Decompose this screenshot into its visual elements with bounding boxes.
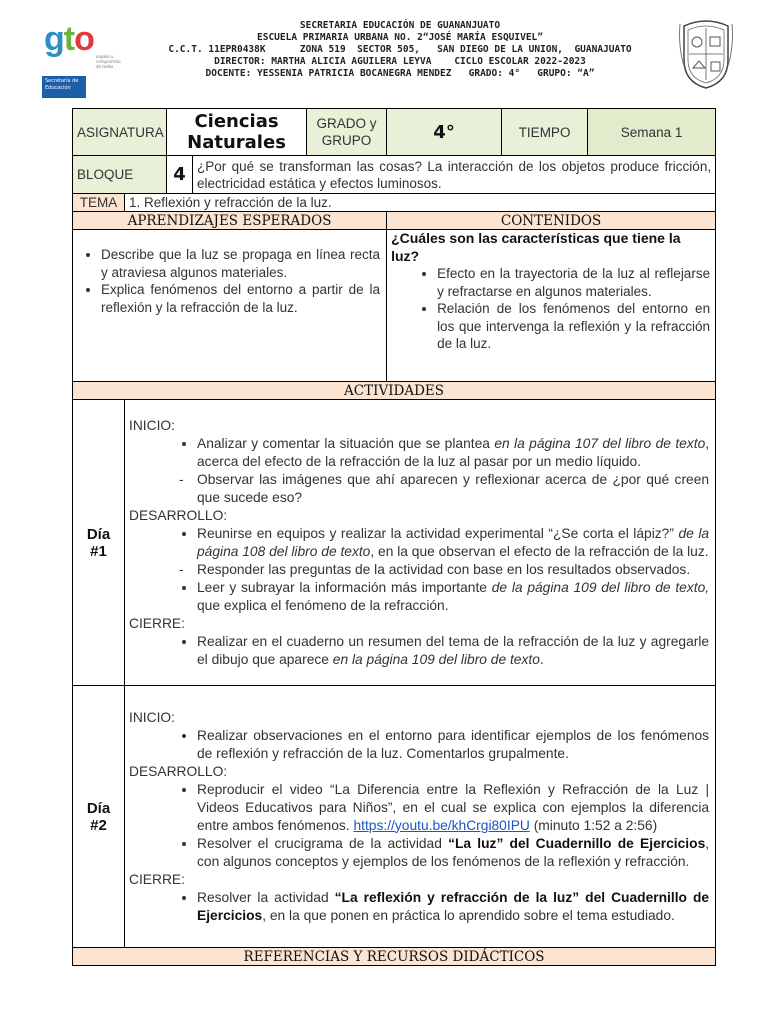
bloque-label: BLOQUE — [73, 156, 167, 194]
desarrollo-label: DESARROLLO: — [129, 507, 228, 523]
tiempo-label: TIEMPO — [502, 109, 588, 156]
list-item: • Leer y subrayar la información más importante de la página 109 del libro de texto, que explica el fenómeno de la refracción. — [197, 579, 709, 615]
grado-label: GRADO y GRUPO — [307, 109, 387, 156]
desarrollo-label: DESARROLLO: — [129, 763, 228, 779]
list-item: • Reproducir el video “La Diferencia entre la Reflexión y Refracción de la Luz | Videos Educativos para Niños”, en el cual se explica con ejemplos la diferencia entre ambos fenómenos. https://youtu.be/khCrgi80IPU (minuto 1:52 a 2:56) — [197, 781, 709, 835]
aprendizajes-cell — [73, 230, 387, 382]
tema-value: 1. Reflexión y refracción de la luz. — [125, 194, 716, 212]
header-line: ESCUELA PRIMARIA URBANA NO. 2“JOSÉ MARÍA ESQUIVEL” — [257, 32, 543, 43]
video-link[interactable]: https://youtu.be/khCrgi80IPU — [353, 817, 530, 833]
list-item: • Realizar en el cuaderno un resumen del tema de la refracción de la luz y agregarle el dibujo que aparece en la página 109 del libro de texto. — [197, 633, 709, 669]
list-item: • Relación de los fenómenos del entorno en los que intervenga la reflexión y la refracción de la luz. — [437, 300, 710, 353]
asignatura-value: Ciencias Naturales — [167, 109, 307, 156]
contenidos-question: ¿Cuáles son las características que tiene la luz? — [391, 230, 681, 264]
contenidos-header: CONTENIDOS — [387, 212, 716, 230]
list-item: • Describe que la luz se propaga en línea recta y atraviesa algunos materiales. — [101, 246, 380, 281]
inicio-label: INICIO: — [129, 417, 175, 433]
header-text — [130, 20, 670, 80]
cierre-list — [149, 889, 709, 925]
dia-1-label: Día #1 — [73, 400, 125, 686]
desarrollo-dash-list — [149, 561, 709, 579]
desarrollo-list-2 — [149, 579, 709, 615]
list-item: • Realizar observaciones en el entorno para identificar ejemplos de los fenómenos de reflexión y refracción de la luz. Comentarlos grupalmente. — [197, 727, 709, 763]
cierre-label: CIERRE: — [129, 615, 185, 631]
dia-1-activities — [125, 400, 716, 686]
aprendizajes-header: APRENDIZAJES ESPERADOS — [73, 212, 387, 230]
header-line: SECRETARIA EDUCACIÓN DE GUANANJUATO — [299, 20, 501, 31]
dia-2-activities — [125, 686, 716, 948]
cierre-label: CIERRE: — [129, 871, 185, 887]
inicio-list — [149, 727, 709, 763]
list-item: • Resolver la actividad “La reflexión y refracción de la luz” del Cuadernillo de Ejercicios, en la que ponen en práctica lo aprendido sobre el tema estudiado. — [197, 889, 709, 925]
cierre-list — [149, 633, 709, 669]
school-seal-icon — [678, 16, 734, 90]
desarrollo-list — [149, 525, 709, 561]
grado-value: 4° — [387, 109, 502, 156]
aprendizajes-list — [77, 246, 380, 316]
list-item: • Analizar y comentar la situación que se plantea en la página 107 del libro de texto, acerca del efecto de la refracción de la luz al pasar por un medio líquido. — [197, 435, 709, 471]
list-item: • Efecto en la trayectoria de la luz al reflejarse y refractarse en algunos materiales. — [437, 265, 710, 300]
bloque-value: 4 — [167, 156, 193, 194]
inicio-dash-list — [149, 471, 709, 507]
list-item: • Reunirse en equipos y realizar la actividad experimental “¿Se corta el lápiz?” de la página 108 del libro de texto, en la que observan el efecto de la refracción de la luz. — [197, 525, 709, 561]
inicio-list — [149, 435, 709, 471]
list-item: - Responder las preguntas de la actividad con base en los resultados observados. — [197, 561, 709, 579]
header-line: DOCENTE: YESSENIA PATRICIA BOCANEGRA MENDEZ GRADO: 4° GRUPO: “A” — [205, 68, 595, 79]
list-item: - Observar las imágenes que ahí aparecen y reflexionar acerca de ¿por qué creen que sucede eso? — [197, 471, 709, 507]
gto-logo-tagline: orgullo y compromiso de todos — [96, 54, 121, 69]
bloque-description: ¿Por qué se transforman las cosas? La interacción de los objetos produce fricción, electricidad estática y efectos luminosos. — [193, 156, 716, 194]
contenidos-cell — [387, 230, 716, 382]
header-line: DIRECTOR: MARTHA ALICIA AGUILERA LEYVA CICLO ESCOLAR 2022-2023 — [214, 56, 586, 67]
asignatura-label: ASIGNATURA — [73, 109, 167, 156]
tiempo-value: Semana 1 — [588, 109, 716, 156]
inicio-label: INICIO: — [129, 709, 175, 725]
tema-label: TEMA — [73, 194, 125, 212]
desarrollo-list — [149, 781, 709, 871]
secretaria-badge: Secretaría de Educación — [42, 76, 86, 98]
list-item: • Explica fenómenos del entorno a partir de la reflexión y la refracción de la luz. — [101, 281, 380, 316]
lesson-plan-table — [72, 108, 716, 966]
gto-logo-text: gto — [44, 20, 94, 58]
document-header — [40, 14, 730, 100]
dia-2-label: Día #2 — [73, 686, 125, 948]
header-line: C.C.T. 11EPR0438K ZONA 519 SECTOR 505, SAN DIEGO DE LA UNION, GUANAJUATO — [168, 44, 632, 55]
gto-logo — [44, 20, 121, 69]
list-item: • Resolver el crucigrama de la actividad “La luz” del Cuadernillo de Ejercicios, con algunos conceptos y ejemplos de los fenómenos de la reflexión y refracción. — [197, 835, 709, 871]
actividades-header: ACTIVIDADES — [73, 382, 716, 400]
referencias-header: REFERENCIAS Y RECURSOS DIDÁCTICOS — [73, 948, 716, 966]
contenidos-list — [391, 265, 710, 353]
